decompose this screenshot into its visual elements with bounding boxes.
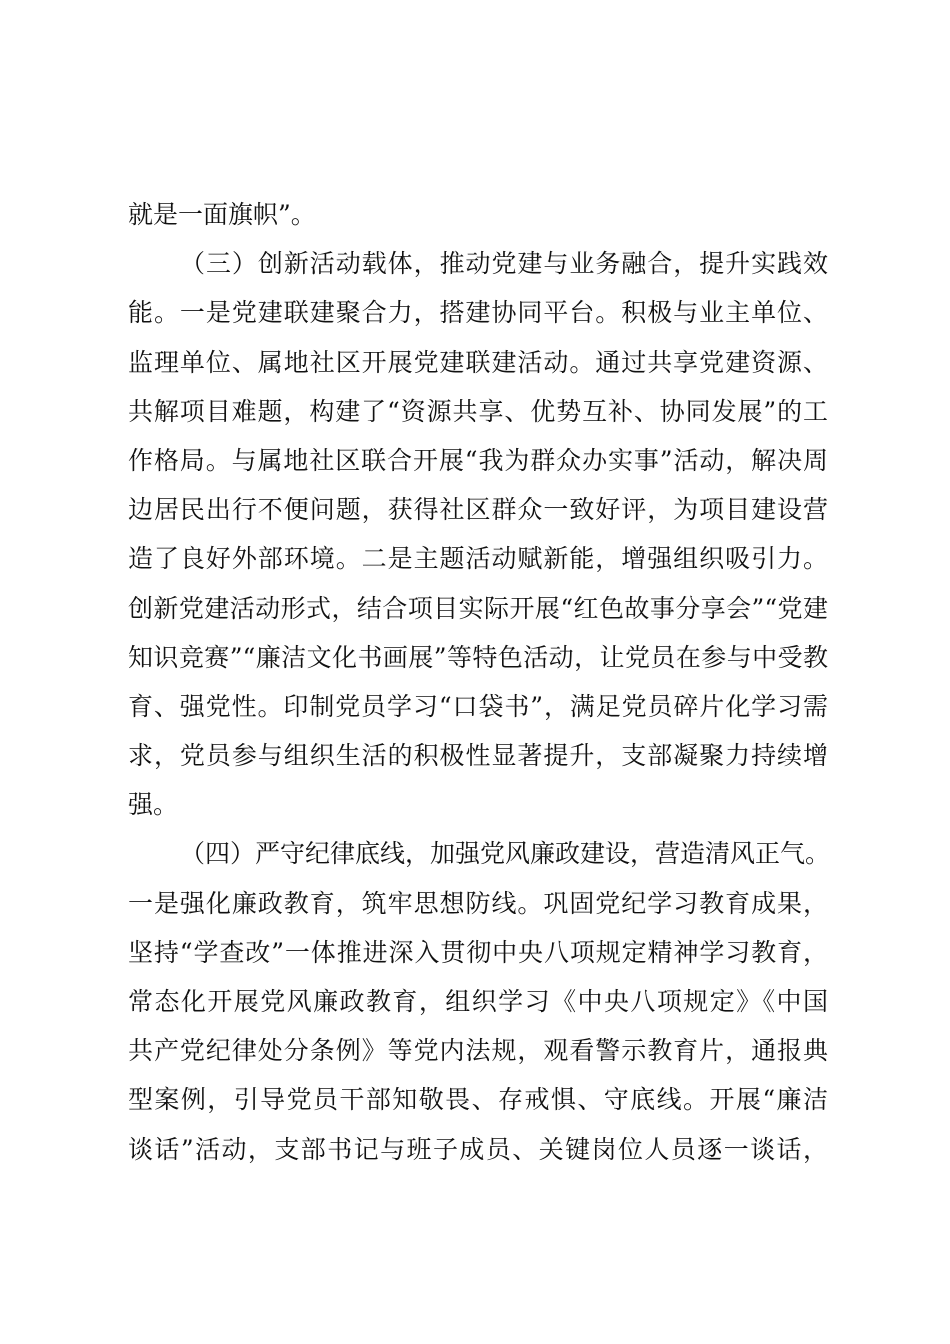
text-line: 强。 — [128, 790, 179, 820]
text-line: 知识竞赛”“廉洁文化书画展”等特色活动，让党员在参与中受教 — [128, 642, 828, 672]
text-line: 求，党员参与组织生活的积极性显著提升，支部凝聚力持续增 — [128, 741, 828, 771]
text-line: 监理单位、属地社区开展党建联建活动。通过共享党建资源、 — [128, 347, 828, 377]
text-line: 常态化开展党风廉政教育，组织学习《中央八项规定》《中国 — [128, 987, 828, 1016]
text-line: 造了良好外部环境。二是主题活动赋新能，增强组织吸引力。 — [128, 544, 828, 574]
body-text — [128, 190, 831, 1174]
section-heading-line: （三）创新活动载体，推动党建与业务融合，提升实践效 — [180, 249, 828, 279]
text-line: 谈话”活动，支部书记与班子成员、关键岗位人员逐一谈话， — [128, 1134, 828, 1164]
text-line: 育、强党性。印制党员学习“口袋书”，满足党员碎片化学习需 — [128, 691, 828, 721]
text-line: 型案例，引导党员干部知敬畏、存戒惧、守底线。开展“廉洁 — [128, 1085, 828, 1115]
text-line: 作格局。与属地社区联合开展“我为群众办实事”活动，解决周 — [128, 445, 828, 475]
text-line: 能。一是党建联建聚合力，搭建协同平台。积极与业主单位、 — [128, 298, 828, 328]
section-heading-line: （四）严守纪律底线，加强党风廉政建设，营造清风正气。 — [180, 839, 831, 869]
text-line: 共产党纪律处分条例》等党内法规，观看警示教育片，通报典 — [128, 1036, 828, 1066]
text-line: 共解项目难题，构建了“资源共享、优势互补、协同发展”的工 — [128, 396, 828, 426]
text-line: 就是一面旗帜”。 — [128, 200, 316, 229]
text-line: 一是强化廉政教育，筑牢思想防线。巩固党纪学习教育成果， — [128, 888, 828, 918]
text-line: 创新党建活动形式，结合项目实际开展“红色故事分享会”“党建 — [128, 593, 828, 623]
text-line: 边居民出行不便问题，获得社区群众一致好评，为项目建设营 — [128, 495, 828, 525]
text-line: 坚持“学查改”一体推进深入贯彻中央八项规定精神学习教育， — [128, 937, 828, 967]
